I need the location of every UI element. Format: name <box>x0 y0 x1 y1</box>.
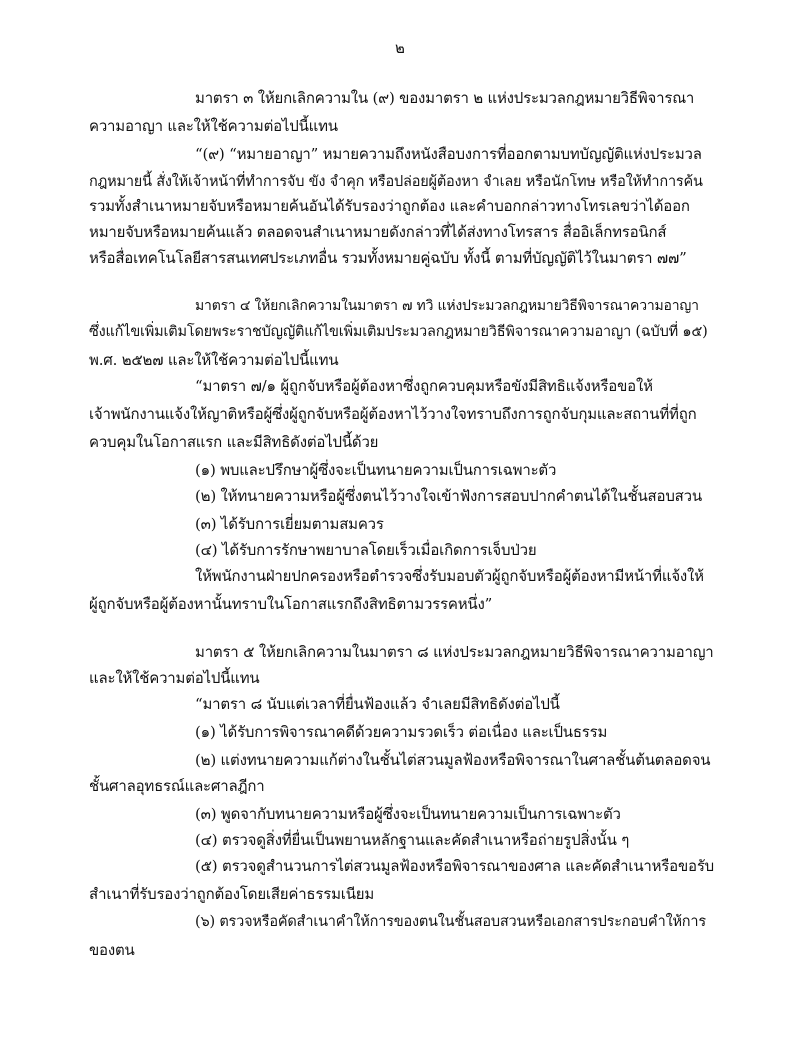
section-3-line-3: “(๙) “หมายอาญา” หมายความถึงหนังสือบงการที่ออกตามบทบัญญัติแห่งประมวล <box>195 145 702 163</box>
section-4-line-6: ควบคุมในโอกาสแรก และมีสิทธิดังต่อไปนี้ด้วย <box>89 433 379 451</box>
section-4-line-5: เจ้าพนักงานแจ้งให้ญาติหรือผู้ซึ่งผู้ถูกจับหรือผู้ต้องหาไว้วางใจทราบถึงการถูกจับกุมและสถานที่ที่ถูก <box>89 405 697 423</box>
section-4-line-7: (๑) พบและปรึกษาผู้ซึ่งจะเป็นทนายความเป็นการเฉพาะตัว <box>195 461 557 479</box>
section-4-line-3: พ.ศ. ๒๕๒๗ และให้ใช้ความต่อไปนี้แทน <box>89 351 339 369</box>
section-4-line-4: “มาตรา ๗/๑ ผู้ถูกจับหรือผู้ต้องหาซึ่งถูกควบคุมหรือขังมีสิทธิแจ้งหรือขอให้ <box>195 377 653 395</box>
section-4-line-2: ซึ่งแก้ไขเพิ่มเติมโดยพระราชบัญญัติแก้ไขเพิ่มเติมประมวลกฎหมายวิธีพิจารณาความอาญา (ฉบับที่ ๑๕) <box>89 324 708 340</box>
section-3-line-1: มาตรา ๓ ให้ยกเลิกความใน (๙) ของมาตรา ๒ แห่งประมวลกฎหมายวิธีพิจารณา <box>195 89 695 107</box>
section-4-line-12: ผู้ถูกจับหรือผู้ต้องหานั้นทราบในโอกาสแรกถึงสิทธิตามวรรคหนึ่ง” <box>89 595 493 613</box>
section-5-line-5: (๒) แต่งทนายความแก้ต่างในชั้นไต่สวนมูลฟ้องหรือพิจารณาในศาลชั้นต้นตลอดจน <box>195 751 711 769</box>
section-4-line-11: ให้พนักงานฝ่ายปกครองหรือตำรวจซึ่งรับมอบตัวผู้ถูกจับหรือผู้ต้องหามีหน้าที่แจ้งให้ <box>195 567 704 585</box>
section-4-line-8: (๒) ให้ทนายความหรือผู้ซึ่งตนไว้วางใจเข้าฟังการสอบปากคำตนได้ในชั้นสอบสวน <box>195 487 702 505</box>
section-5-line-10: สำเนาที่รับรองว่าถูกต้องโดยเสียค่าธรรมเนียม <box>89 885 375 903</box>
section-5-line-9: (๕) ตรวจดูสำนวนการไต่สวนมูลฟ้องหรือพิจารณาของศาล และคัดสำเนาหรือขอรับ <box>195 857 715 875</box>
section-3-line-7: หรือสื่อเทคโนโลยีสารสนเทศประเภทอื่น รวมทั้งหมายคู่ฉบับ ทั้งนี้ ตามที่บัญญัติไว้ในมาตรา ๗๗” <box>89 249 687 267</box>
section-3-line-4: กฎหมายนี้ สั่งให้เจ้าหน้าที่ทำการจับ ขัง จำคุก หรือปล่อยผู้ต้องหา จำเลย หรือนักโทษ หรือให้ทำการค้น <box>89 174 703 190</box>
page-number: ๒ <box>395 39 405 57</box>
section-5-line-3: “มาตรา ๘ นับแต่เวลาที่ยื่นฟ้องแล้ว จำเลยมีสิทธิดังต่อไปนี้ <box>195 695 560 713</box>
section-4-line-1: มาตรา ๔ ให้ยกเลิกความในมาตรา ๗ ทวิ แห่งประมวลกฎหมายวิธีพิจารณาความอาญา <box>195 298 699 314</box>
section-5-line-11: (๖) ตรวจหรือคัดสำเนาคำให้การของตนในชั้นสอบสวนหรือเอกสารประกอบคำให้การ <box>195 914 706 930</box>
section-5-line-4: (๑) ได้รับการพิจารณาคดีด้วยความรวดเร็ว ต่อเนื่อง และเป็นธรรม <box>195 723 608 741</box>
section-4-line-9: (๓) ได้รับการเยี่ยมตามสมควร <box>195 515 384 533</box>
section-3-line-5: รวมทั้งสำเนาหมายจับหรือหมายค้นอันได้รับรองว่าถูกต้อง และคำบอกกล่าวทางโทรเลขว่าได้ออก <box>89 197 690 215</box>
section-5-line-2: และให้ใช้ความต่อไปนี้แทน <box>89 669 260 687</box>
section-5-line-1: มาตรา ๕ ให้ยกเลิกความในมาตรา ๘ แห่งประมวลกฎหมายวิธีพิจารณาความอาญา <box>195 643 714 661</box>
section-5-line-12: ของตน <box>89 941 135 959</box>
section-3-line-2: ความอาญา และให้ใช้ความต่อไปนี้แทน <box>89 117 338 135</box>
section-5-line-8: (๔) ตรวจดูสิ่งที่ยื่นเป็นพยานหลักฐานและคัดสำเนาหรือถ่ายรูปสิ่งนั้น ๆ <box>195 831 630 849</box>
section-3-line-6: หมายจับหรือหมายค้นแล้ว ตลอดจนสำเนาหมายดังกล่าวที่ได้ส่งทางโทรสาร สื่ออิเล็กทรอนิกส์ <box>89 223 667 241</box>
section-4-line-10: (๔) ได้รับการรักษาพยาบาลโดยเร็วเมื่อเกิดการเจ็บป่วย <box>195 541 537 559</box>
section-5-line-7: (๓) พูดจากับทนายความหรือผู้ซึ่งจะเป็นทนายความเป็นการเฉพาะตัว <box>195 805 621 823</box>
section-5-line-6: ชั้นศาลอุทธรณ์และศาลฎีกา <box>89 777 265 795</box>
